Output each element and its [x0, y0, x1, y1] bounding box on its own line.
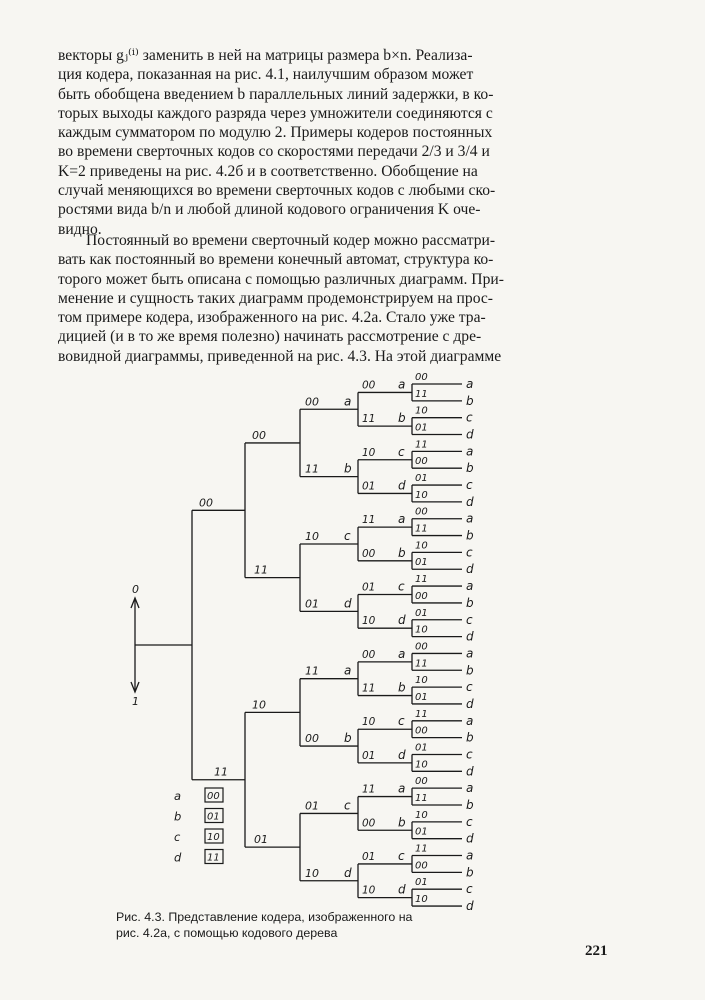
stage5-code-label: 10 — [415, 809, 428, 821]
stage5-code-label: 10 — [415, 489, 428, 501]
leaf-state-label: d — [466, 562, 474, 577]
stage4-code-label: 00 — [362, 547, 376, 560]
stage2-code-label: 01 — [254, 833, 268, 847]
page-number: 221 — [585, 943, 608, 959]
legend-code-label: 11 — [207, 852, 220, 864]
stage3-state-label: b — [344, 731, 352, 746]
stage3-state-label: c — [344, 528, 351, 543]
stage4-code-label: 00 — [362, 379, 376, 392]
stage5-code-label: 01 — [415, 607, 428, 619]
leaf-state-label: d — [466, 764, 474, 779]
input-one-label: 1 — [132, 695, 139, 709]
stage3-code-label: 01 — [305, 597, 319, 611]
stage5-code-label: 11 — [415, 843, 428, 855]
leaf-state-label: b — [466, 798, 474, 812]
stage5-code-label: 10 — [415, 405, 428, 417]
leaf-state-label: d — [466, 629, 474, 644]
stage4-state-label: d — [398, 747, 406, 762]
input-zero-label: 0 — [132, 583, 139, 597]
legend-code-label: 10 — [207, 832, 220, 843]
stage5-code-label: 01 — [415, 691, 428, 703]
stage4-state-label: d — [398, 478, 406, 493]
stage5-code-label: 11 — [415, 658, 428, 670]
stage4-code-label: 11 — [362, 783, 376, 796]
stage3-state-label: a — [344, 663, 352, 678]
text-line: ростями вида b/n и любой длиной кодового ограничения K оче- — [58, 201, 481, 219]
leaf-state-label: d — [466, 427, 474, 442]
stage3-code-label: 11 — [305, 664, 319, 678]
legend-code-label: 01 — [207, 811, 220, 823]
stage5-code-label: 11 — [415, 439, 428, 451]
legend-state-label: d — [174, 850, 182, 865]
stage5-code-label: 10 — [415, 894, 428, 906]
stage5-code-label: 00 — [415, 456, 428, 468]
leaf-state-label: d — [466, 831, 474, 846]
leaf-state-label: b — [466, 595, 474, 610]
stage4-code-label: 00 — [362, 817, 376, 830]
stage3-state-label: d — [344, 596, 352, 611]
leaf-state-label: c — [466, 410, 473, 425]
legend-code-label: 00 — [207, 791, 220, 802]
stage4-code-label: 11 — [362, 682, 376, 695]
text-line: вовидной диаграммы, приведенной на рис. 4.3. На этой диаграмме — [58, 347, 502, 365]
caption-line-2: рис. 4.2а, с помощью кодового дерева — [116, 926, 338, 940]
leaf-state-label: a — [466, 646, 474, 661]
text-line: векторы gⱼ⁽ⁱ⁾ заменить в ней на матрицы размера b×n. Реализа- — [58, 47, 473, 64]
stage2-code-label: 10 — [252, 698, 266, 712]
stage3-code-label: 10 — [305, 529, 319, 543]
stage4-code-label: 10 — [362, 615, 376, 628]
stage5-code-label: 00 — [415, 506, 428, 518]
stage4-code-label: 01 — [362, 850, 376, 863]
stage4-code-label: 11 — [362, 413, 376, 426]
stage4-state-label: a — [398, 646, 406, 661]
paragraph-2 — [58, 231, 610, 366]
stage5-code-label: 01 — [415, 422, 428, 434]
leaf-state-label: b — [466, 663, 474, 678]
stage3-code-label: 00 — [305, 732, 319, 746]
leaf-state-label: c — [466, 478, 473, 493]
stage4-state-label: c — [398, 848, 405, 863]
stage4-code-label: 10 — [362, 446, 376, 459]
stage5-code-label: 10 — [415, 675, 428, 687]
paragraph-1 — [58, 46, 610, 239]
text-line: ция кодера, показанная на рис. 4.1, наилучшим образом может — [58, 66, 474, 84]
stage4-state-label: d — [398, 882, 406, 897]
text-line: торых выходы каждого разряда через умножители соединяются с — [58, 104, 493, 122]
text-line: том примере кодера, изображенного на рис. 4.2а. Стало уже тра- — [58, 309, 486, 327]
leaf-state-label: a — [466, 511, 474, 526]
stage3-code-label: 01 — [305, 799, 319, 813]
stage4-code-label: 11 — [362, 514, 376, 527]
stage4-state-label: b — [398, 411, 406, 426]
caption-line-1: Рис. 4.3. Представление кодера, изображенного на — [116, 910, 413, 924]
stage4-code-label: 01 — [362, 480, 376, 493]
stage5-code-label: 00 — [415, 776, 428, 788]
leaf-state-label: b — [466, 730, 474, 745]
leaf-state-label: a — [466, 377, 474, 391]
text-line: дицией (и в то же время полезно) начинать рассмотрение с дре- — [58, 328, 482, 346]
stage4-code-label: 00 — [362, 648, 376, 661]
leaf-state-label: d — [466, 696, 474, 711]
stage5-code-label: 00 — [415, 590, 428, 602]
stage2-code-label: 11 — [254, 563, 268, 577]
stage1-code-label: 00 — [199, 496, 213, 510]
stage5-code-label: 01 — [415, 473, 428, 485]
stage4-state-label: c — [398, 714, 405, 729]
text-line: Постоянный во времени сверточный кодер можно рассматри- — [86, 232, 496, 249]
stage5-code-label: 11 — [415, 523, 428, 535]
stage4-state-label: a — [398, 512, 406, 527]
text-line: менение и сущность таких диаграмм продемонстрируем на прос- — [58, 289, 493, 307]
leaf-state-label: d — [466, 494, 474, 509]
stage5-code-label: 01 — [415, 742, 428, 754]
stage4-state-label: b — [398, 680, 406, 695]
stage4-state-label: b — [398, 545, 406, 560]
leaf-state-label: b — [466, 865, 474, 880]
stage5-code-label: 10 — [415, 540, 428, 552]
figure-caption — [116, 909, 516, 941]
leaf-state-label: b — [466, 461, 474, 476]
leaf-state-label: c — [466, 680, 473, 695]
legend-state-label: c — [174, 830, 181, 844]
stage5-code-label: 00 — [415, 725, 428, 737]
leaf-state-label: b — [466, 528, 474, 543]
leaf-state-label: c — [466, 747, 473, 762]
stage3-code-label: 00 — [305, 395, 319, 409]
stage3-state-label: c — [344, 798, 351, 813]
stage5-code-label: 01 — [415, 877, 428, 889]
legend-state-label: b — [174, 809, 182, 824]
text-line: во времени сверточных кодов со скоростями передачи 2/3 и 3/4 и — [58, 143, 490, 161]
leaf-state-label: c — [466, 882, 473, 897]
leaf-state-label: a — [466, 781, 474, 796]
text-line: быть обобщена введением b параллельных линий задержки, в ко- — [58, 85, 494, 103]
leaf-state-label: b — [466, 393, 474, 408]
stage3-code-label: 11 — [305, 462, 319, 476]
stage3-state-label: d — [344, 865, 352, 880]
stage5-code-label: 01 — [415, 826, 428, 838]
text-line: видно. — [58, 220, 102, 238]
stage4-code-label: 01 — [362, 581, 376, 594]
stage4-state-label: d — [398, 613, 406, 628]
text-line: торого может быть описана с помощью различных диаграмм. При- — [58, 270, 504, 288]
stage5-code-label: 11 — [415, 793, 428, 804]
leaf-state-label: c — [466, 545, 473, 560]
leaf-state-label: a — [466, 444, 474, 459]
leaf-state-label: c — [466, 612, 473, 627]
leaf-state-label: a — [466, 713, 474, 728]
stage4-state-label: a — [398, 377, 406, 392]
stage5-code-label: 11 — [415, 708, 428, 720]
leaf-state-label: a — [466, 848, 474, 863]
text-line: K=2 приведены на рис. 4.2б и в соответственно. Обобщение на — [58, 162, 478, 180]
text-line: вать как постоянный во времени конечный автомат, структура ко- — [58, 251, 494, 269]
stage5-code-label: 01 — [415, 557, 428, 569]
stage3-code-label: 10 — [305, 866, 319, 880]
stage5-code-label: 10 — [415, 759, 428, 771]
leaf-state-label: c — [466, 814, 473, 829]
code-tree-diagram — [0, 360, 705, 920]
stage5-code-label: 00 — [415, 860, 428, 872]
legend-state-label: a — [174, 789, 182, 803]
stage5-code-label: 11 — [415, 574, 428, 586]
stage4-state-label: a — [398, 781, 406, 796]
stage2-code-label: 00 — [252, 428, 266, 442]
text-line: случай меняющихся во времени сверточных кодов с любыми ско- — [58, 182, 496, 200]
stage3-state-label: b — [344, 461, 352, 476]
text-line: каждым сумматором по модулю 2. Примеры кодеров постоянных — [58, 124, 493, 142]
leaf-state-label: a — [466, 579, 474, 594]
code-tree-figure — [0, 360, 705, 920]
stage1-code-label: 11 — [214, 765, 228, 779]
stage5-code-label: 00 — [415, 372, 428, 383]
stage4-state-label: c — [398, 579, 405, 594]
stage4-code-label: 01 — [362, 749, 376, 762]
stage3-state-label: a — [344, 394, 352, 409]
stage5-code-label: 11 — [415, 388, 428, 400]
stage4-state-label: b — [398, 815, 406, 830]
stage4-code-label: 10 — [362, 884, 376, 897]
stage4-state-label: c — [398, 444, 405, 459]
stage4-code-label: 10 — [362, 716, 376, 729]
stage5-code-label: 10 — [415, 624, 428, 636]
stage5-code-label: 00 — [415, 641, 428, 653]
leaf-state-label: d — [466, 899, 474, 914]
